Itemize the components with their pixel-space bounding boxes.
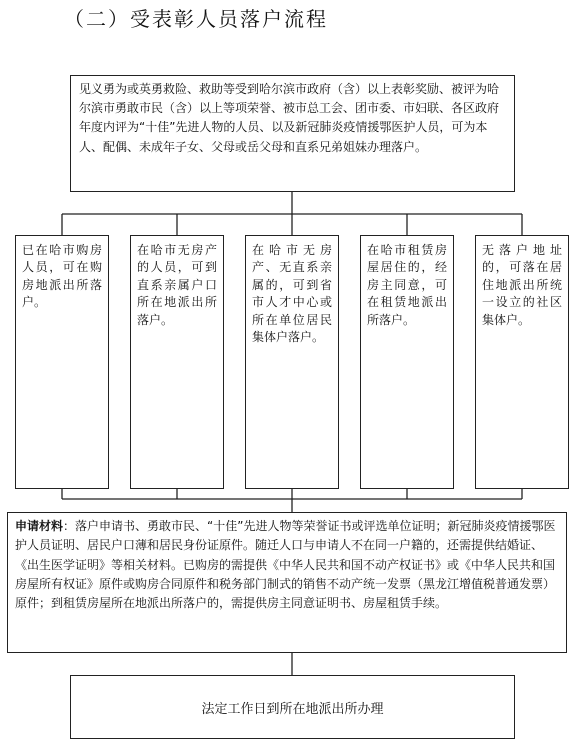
scenario-text: 已在哈市购房人员，可在购房地派出所落户。 [22,243,102,310]
page-title: （二）受表彰人员落户流程 [64,7,328,31]
materials-label: 申请材料 [15,519,64,533]
eligibility-box [70,75,515,192]
scenario-box-2 [130,235,224,489]
materials-box [7,512,567,653]
scenario-text: 在哈市无房产的人员，可到直系亲属户口所在地派出所落户。 [137,243,217,327]
materials-text: ：落户申请书、勇敢市民、“十佳”先进人物等荣誉证书或评选单位证明；新冠肺炎疫情援鄂医护人员证明、居民户口薄和居民身份证原件。随迁人口与申请人不在同一户籍的，还需提供结婚证、《出生医学证明》等相关材料。已购房的需提供《中华人民共和国不动产权证书》或《中华人民共和国房屋所有权证》原件或购房合同原件和税务部门制式的销售不动产统一发票（黑龙江增值税普通发票）原件；到租赁房屋所在地派出所落户的，需提供房主同意证明书、房屋租赁手续。 [15,519,556,611]
scenario-text: 无落户地址的，可落在居住地派出所统一设立的社区集体户。 [482,243,562,327]
scenario-text: 在哈市无房产、无直系亲属的，可到省市人才中心或所在单位居民集体户落户。 [252,243,332,345]
scenario-box-1 [15,235,109,489]
final-step-text: 法定工作日到所在地派出所办理 [201,701,384,717]
scenario-text: 在哈市租赁房屋居住的，经房主同意，可在租赁地派出所落户。 [367,243,447,327]
scenario-box-5 [475,235,569,489]
final-step-box [70,675,515,739]
scenario-box-3 [245,235,339,489]
eligibility-text: 见义勇为或英勇救险、救助等受到哈尔滨市政府（含）以上表彰奖励、被评为哈尔滨市勇敢市民（含）以上等项荣誉、被市总工会、团市委、市妇联、各区政府年度内评为“十佳”先进人物的人员、以及新冠肺炎疫情援鄂医护人员，可为本人、配偶、未成年子女、父母或岳父母和直系兄弟姐妹办理落户。 [79,82,500,154]
scenario-box-4 [360,235,454,489]
